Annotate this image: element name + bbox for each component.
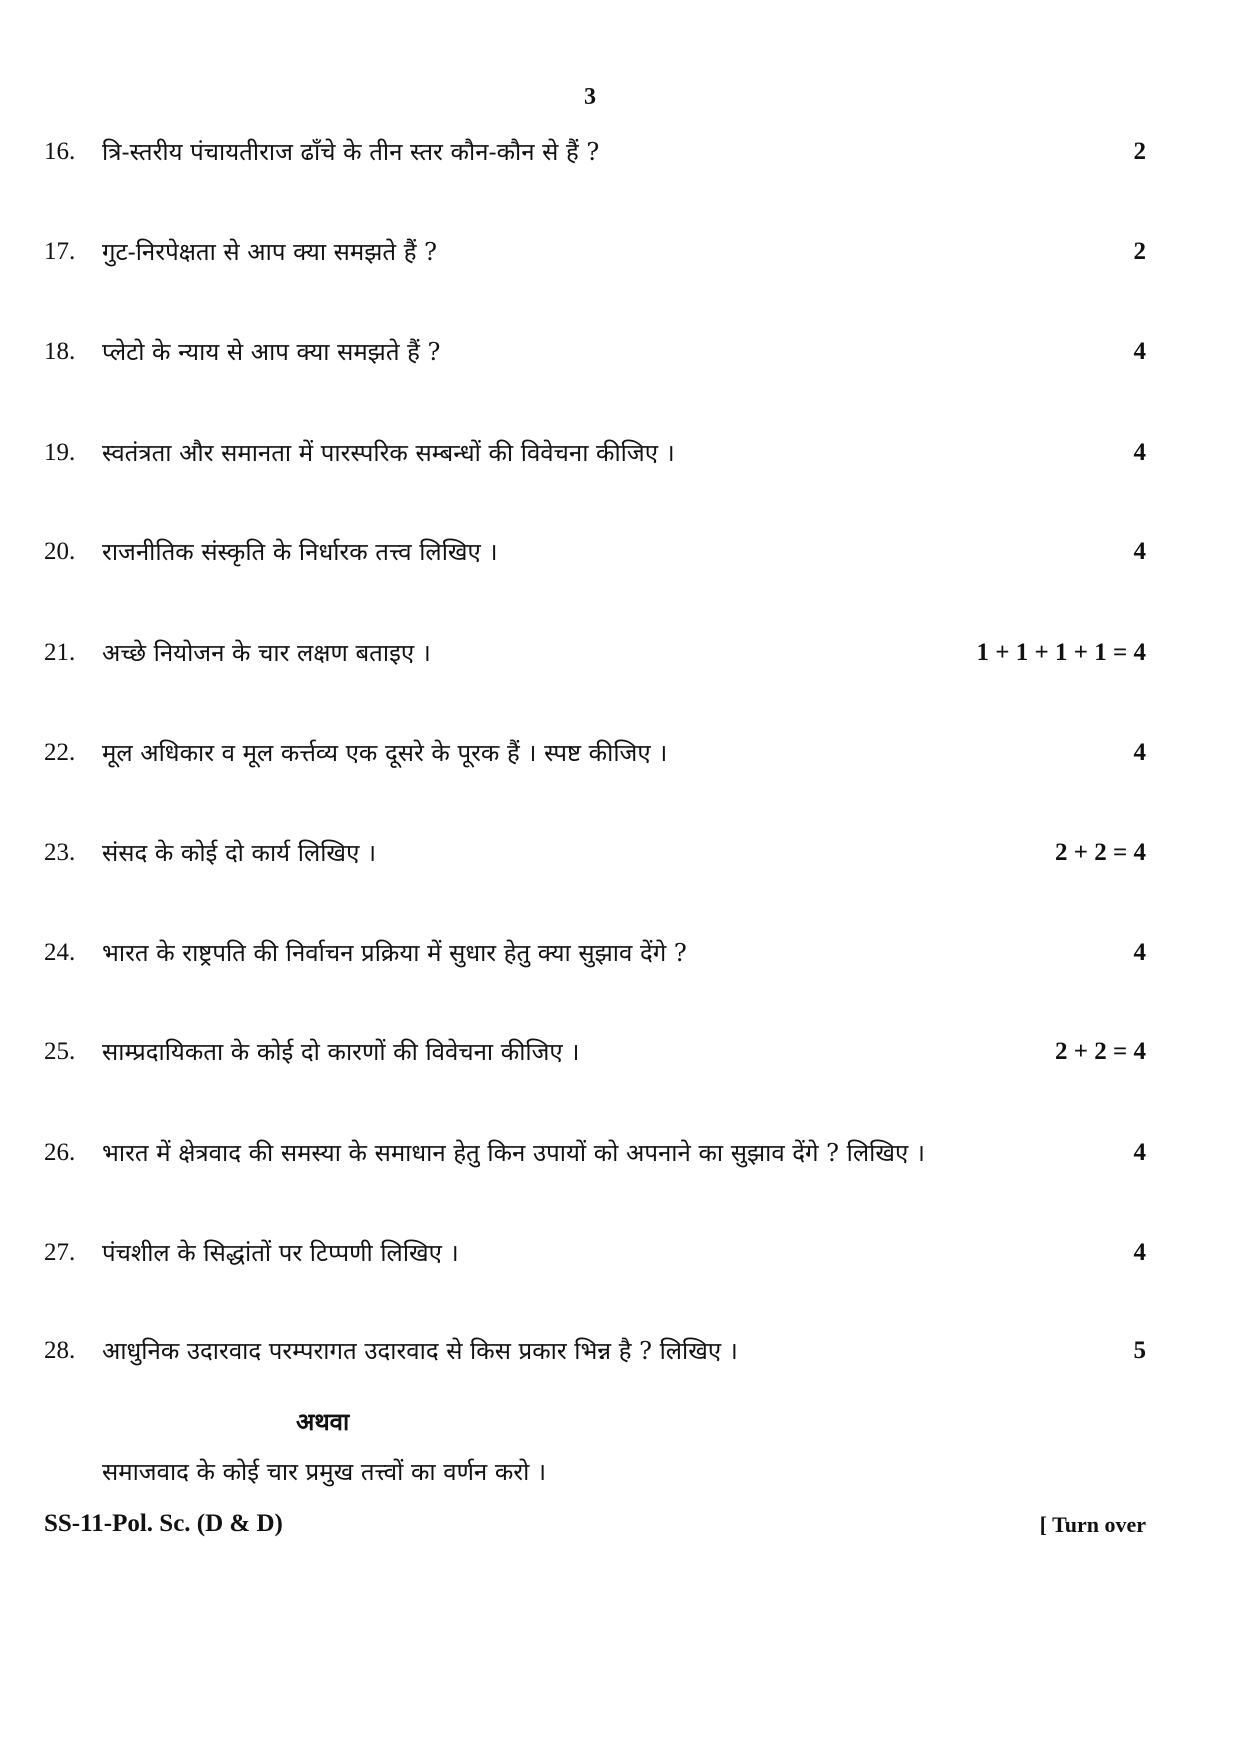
question-19	[44, 433, 1146, 473]
page-number: 3	[584, 84, 596, 110]
question-text: भारत के राष्ट्रपति की निर्वाचन प्रक्रिया में सुधार हेतु क्या सुझाव देंगे ?	[102, 939, 687, 967]
question-text: भारत में क्षेत्रवाद की समस्या के समाधान हेतु किन उपायों को अपनाने का सुझाव देंगे ? लिखिए ।	[102, 1139, 926, 1167]
question-text: मूल अधिकार व मूल कर्त्तव्य एक दूसरे के पूरक हैं । स्पष्ट कीजिए ।	[102, 739, 668, 767]
question-text: प्लेटो के न्याय से आप क्या समझते हैं ?	[102, 338, 441, 366]
question-number: 21.	[44, 639, 76, 666]
alternative-question-text: समाजवाद के कोई चार प्रमुख तत्त्वों का वर्णन करो ।	[102, 1458, 547, 1486]
question-number: 24.	[44, 939, 76, 966]
question-number: 17.	[44, 238, 76, 265]
question-text: राजनीतिक संस्कृति के निर्धारक तत्त्व लिखिए ।	[102, 538, 498, 566]
question-text: अच्छे नियोजन के चार लक्षण बताइए ।	[102, 639, 431, 667]
turn-over-note: [ Turn over	[1039, 1512, 1146, 1537]
question-number: 28.	[44, 1337, 76, 1364]
question-18	[44, 332, 1146, 372]
question-marks: 4	[1133, 1139, 1146, 1166]
or-label: अथवा	[296, 1407, 350, 1436]
question-number: 16.	[44, 138, 76, 165]
question-21	[44, 633, 1146, 673]
question-text: गुट-निरपेक्षता से आप क्या समझते हैं ?	[102, 238, 437, 266]
question-22	[44, 733, 1146, 773]
question-marks: 2 + 2 = 4	[1055, 1038, 1146, 1065]
question-marks: 2	[1133, 138, 1146, 165]
question-number: 26.	[44, 1139, 76, 1166]
question-text: संसद के कोई दो कार्य लिखिए ।	[102, 839, 377, 867]
question-number: 27.	[44, 1239, 76, 1266]
question-number: 23.	[44, 839, 76, 866]
question-marks: 5	[1133, 1337, 1146, 1364]
question-16	[44, 132, 1146, 172]
question-number: 22.	[44, 739, 76, 766]
question-23	[44, 833, 1146, 873]
question-marks: 4	[1133, 439, 1146, 466]
question-number: 18.	[44, 338, 76, 365]
question-text: पंचशील के सिद्धांतों पर टिप्पणी लिखिए ।	[102, 1239, 459, 1267]
question-text: स्वतंत्रता और समानता में पारस्परिक सम्बन्धों की विवेचना कीजिए ।	[102, 439, 675, 467]
question-marks: 4	[1133, 739, 1146, 766]
question-marks: 4	[1133, 1239, 1146, 1266]
question-27	[44, 1233, 1146, 1273]
question-number: 25.	[44, 1038, 76, 1065]
question-17	[44, 232, 1146, 272]
question-marks: 2 + 2 = 4	[1055, 839, 1146, 866]
question-marks: 4	[1133, 538, 1146, 565]
question-26	[44, 1133, 1146, 1173]
question-20	[44, 532, 1146, 572]
question-number: 20.	[44, 538, 76, 565]
question-marks: 4	[1133, 939, 1146, 966]
question-text: आधुनिक उदारवाद परम्परागत उदारवाद से किस प्रकार भिन्न है ? लिखिए ।	[102, 1337, 738, 1365]
question-marks: 4	[1133, 338, 1146, 365]
question-number: 19.	[44, 439, 76, 466]
question-text: साम्प्रदायिकता के कोई दो कारणों की विवेचना कीजिए ।	[102, 1038, 580, 1066]
question-24	[44, 933, 1146, 973]
question-28	[44, 1331, 1146, 1371]
paper-code: SS-11-Pol. Sc. (D & D)	[44, 1510, 283, 1537]
question-marks: 1 + 1 + 1 + 1 = 4	[976, 639, 1146, 666]
question-25	[44, 1032, 1146, 1072]
question-marks: 2	[1133, 238, 1146, 265]
question-text: त्रि-स्तरीय पंचायतीराज ढाँचे के तीन स्तर कौन-कौन से हैं ?	[102, 138, 600, 166]
